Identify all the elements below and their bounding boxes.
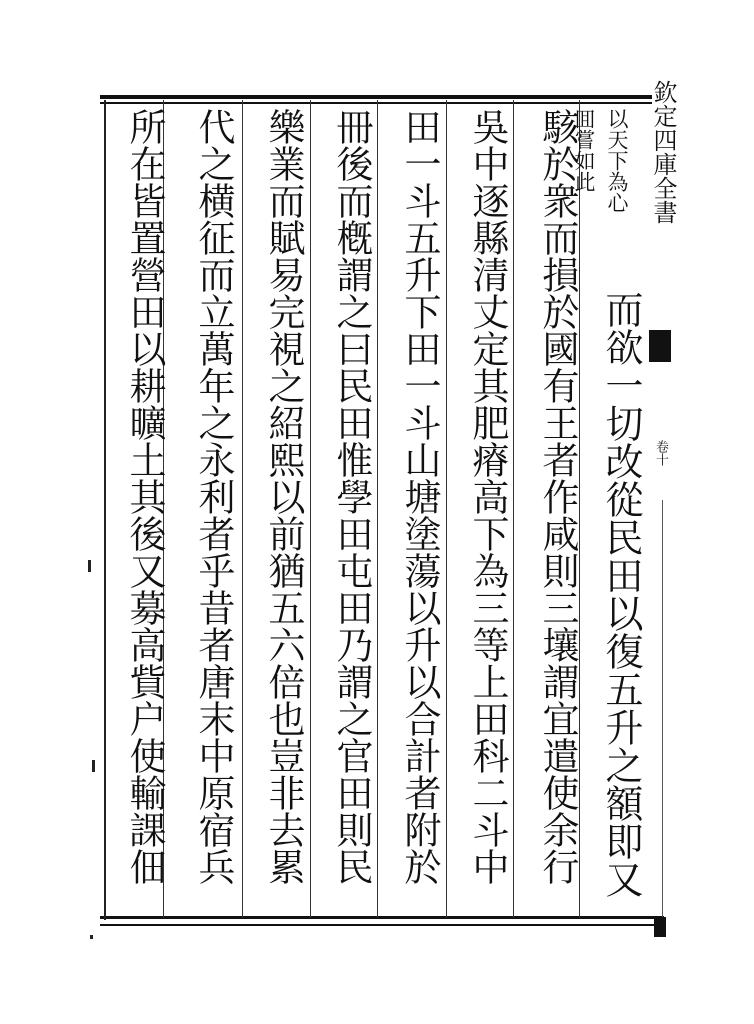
column-text: 而欲一切改從民田以復五升之額即又: [599, 290, 643, 898]
margin-bottom-block: [654, 917, 666, 937]
text-column-9: [113, 108, 166, 885]
juan-number: 卷十: [653, 440, 668, 466]
text-column-2: [595, 290, 645, 898]
fishtail-block: [649, 330, 671, 362]
column-text: 樂業而賦易完視之紹熙以前猶五六倍也豈非去累: [262, 108, 305, 885]
text-column-4: [456, 108, 509, 885]
left-border-rule: [104, 100, 106, 920]
scan-mark: [88, 560, 91, 572]
column-text: 駭於衆而損於國有王者作咸則三壤謂宜遣使余行: [536, 108, 579, 885]
column-divider: [579, 100, 580, 918]
column-text: 田一斗五升下田一斗山塘塗蕩以升以合計者附於: [398, 108, 441, 885]
column-text: 吳中逐縣清丈定其肥瘠高下為三等上田科二斗中: [466, 108, 509, 885]
column-divider: [513, 100, 514, 918]
margin-rule: [662, 500, 663, 920]
column-text: 代之横征而立萬年之永利者乎昔者唐末中原宿兵: [192, 108, 235, 885]
top-border-rule: [100, 95, 652, 104]
annotation-note: 以天下為心: [605, 108, 629, 213]
text-column-8: [182, 108, 235, 885]
text-column-3: [526, 108, 579, 885]
text-column-6: [320, 108, 373, 885]
column-divider: [446, 100, 447, 918]
text-column-2-note: [572, 108, 609, 192]
column-divider: [310, 100, 311, 918]
column-divider: [242, 100, 243, 918]
book-title: 欽定四庫全書: [649, 80, 677, 224]
column-text: 所在皆置營田以耕曠土其後又募高貲户使輸課佃: [123, 108, 166, 885]
scan-mark: [90, 935, 93, 939]
text-column-7: [252, 108, 305, 885]
column-text: 冊後而槪謂之曰民田惟學田屯田乃謂之官田則民: [330, 108, 373, 885]
text-column-5: [388, 108, 441, 885]
column-divider: [377, 100, 378, 918]
scan-mark: [92, 760, 95, 772]
annotation-note: 囬嘗如此: [572, 108, 596, 192]
text-column-1: [605, 108, 642, 213]
